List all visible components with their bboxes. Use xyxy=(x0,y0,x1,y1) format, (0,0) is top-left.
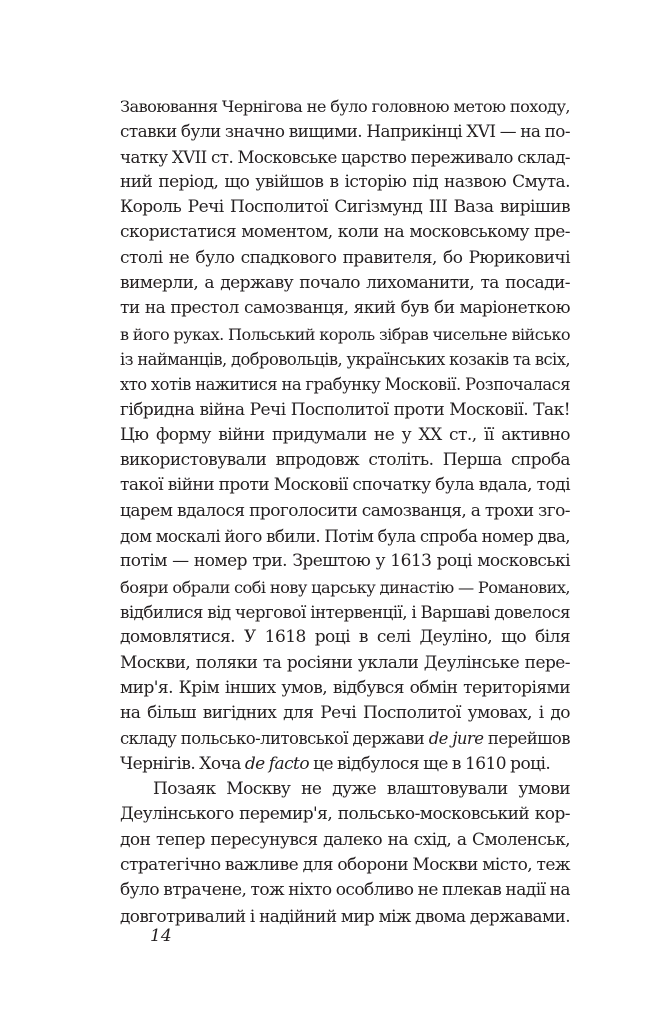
text-line: ний період, що увійшов в історію під назвою Смута. xyxy=(120,171,570,192)
text-fragment: перейшов xyxy=(483,729,570,749)
text-line: Король Речі Посполитої Сигізмунд III Ваза вирішив xyxy=(120,197,570,218)
page-number: 14 xyxy=(150,926,172,946)
text-line: гібридна війна Речі Посполитої проти Московії. Так! xyxy=(120,399,570,420)
text-line: довготривалий і надійний мир між двома державами. xyxy=(120,905,570,926)
text-line: Завоювання Чернігова не було головною метою походу, xyxy=(120,97,570,116)
body-text xyxy=(120,94,570,929)
text-line: на більш вигідних для Речі Посполитої умовах, і до xyxy=(120,703,570,724)
text-line: столі не було спадкового правителя, бо Рюриковичі xyxy=(120,247,570,268)
text-line: дом москалі його вбили. Потім була спроба номер два, xyxy=(120,527,570,547)
text-line: в його руках. Польський король зібрав чисельне військо xyxy=(120,324,570,344)
text-line: домовлятися. У 1618 році в селі Деуліно, що біля xyxy=(120,627,570,648)
text-line: Цю форму війни придумали не у XX ст., її активно xyxy=(120,424,570,445)
text-line: ставки були значно вищими. Наприкінці XVI — на по- xyxy=(120,121,570,142)
text-line: дон тепер пересунувся далеко на схід, а Смоленськ, xyxy=(120,829,570,850)
text-line-with-italic xyxy=(120,752,570,777)
text-line: стратегічно важливе для оборони Москви місто, теж xyxy=(120,854,570,875)
text-line: Москви, поляки та росіяни уклали Деулінське пере- xyxy=(120,652,570,673)
text-line: було втрачене, тож ніхто особливо не плекав надії на xyxy=(120,880,570,901)
text-line: вимерли, а державу почало лихоманити, та посади- xyxy=(120,273,570,294)
text-line: царем вдалося проголосити самозванця, а трохи зго- xyxy=(120,500,570,521)
text-line: скористатися моментом, коли на московському пре- xyxy=(120,222,570,243)
text-line: Позаяк Москву не дуже влаштовували умови xyxy=(153,779,570,800)
text-fragment: складу польсько-литовської держави xyxy=(120,729,429,749)
text-line: хто хотів нажитися на грабунку Московії. Розпочалася xyxy=(120,375,570,395)
italic-term: de jure xyxy=(428,729,484,749)
text-line: мир'я. Крім інших умов, відбувся обмін територіями xyxy=(120,677,570,698)
paragraph-1 xyxy=(120,94,570,777)
paragraph-2 xyxy=(120,777,570,929)
text-line: бояри обрали собі нову царську династію — Романових, xyxy=(120,577,570,597)
text-line: потім — номер три. Зрештою у 1613 році московські xyxy=(120,551,570,572)
text-line: ти на престол самозванця, який був би маріонеткою xyxy=(120,298,570,319)
text-line: такої війни проти Московії спочатку була вдала, тоді xyxy=(120,475,570,496)
text-fragment: Чернігів. Хоча xyxy=(120,753,245,774)
text-line-with-italic xyxy=(120,726,570,751)
italic-term: de facto xyxy=(244,753,310,774)
text-line: із найманців, добровольців, українських козаків та всіх, xyxy=(120,349,570,369)
text-fragment: це відбулося ще в 1610 році. xyxy=(309,753,551,774)
text-line: використовували впродовж століть. Перша спроба xyxy=(120,450,570,471)
text-line: чатку XVII ст. Московське царство переживало склад- xyxy=(120,147,570,167)
text-line: Деулінського перемир'я, польсько-московський кор- xyxy=(120,804,570,825)
text-line: відбилися від чергової інтервенції, і Варшаві довелося xyxy=(120,601,570,622)
